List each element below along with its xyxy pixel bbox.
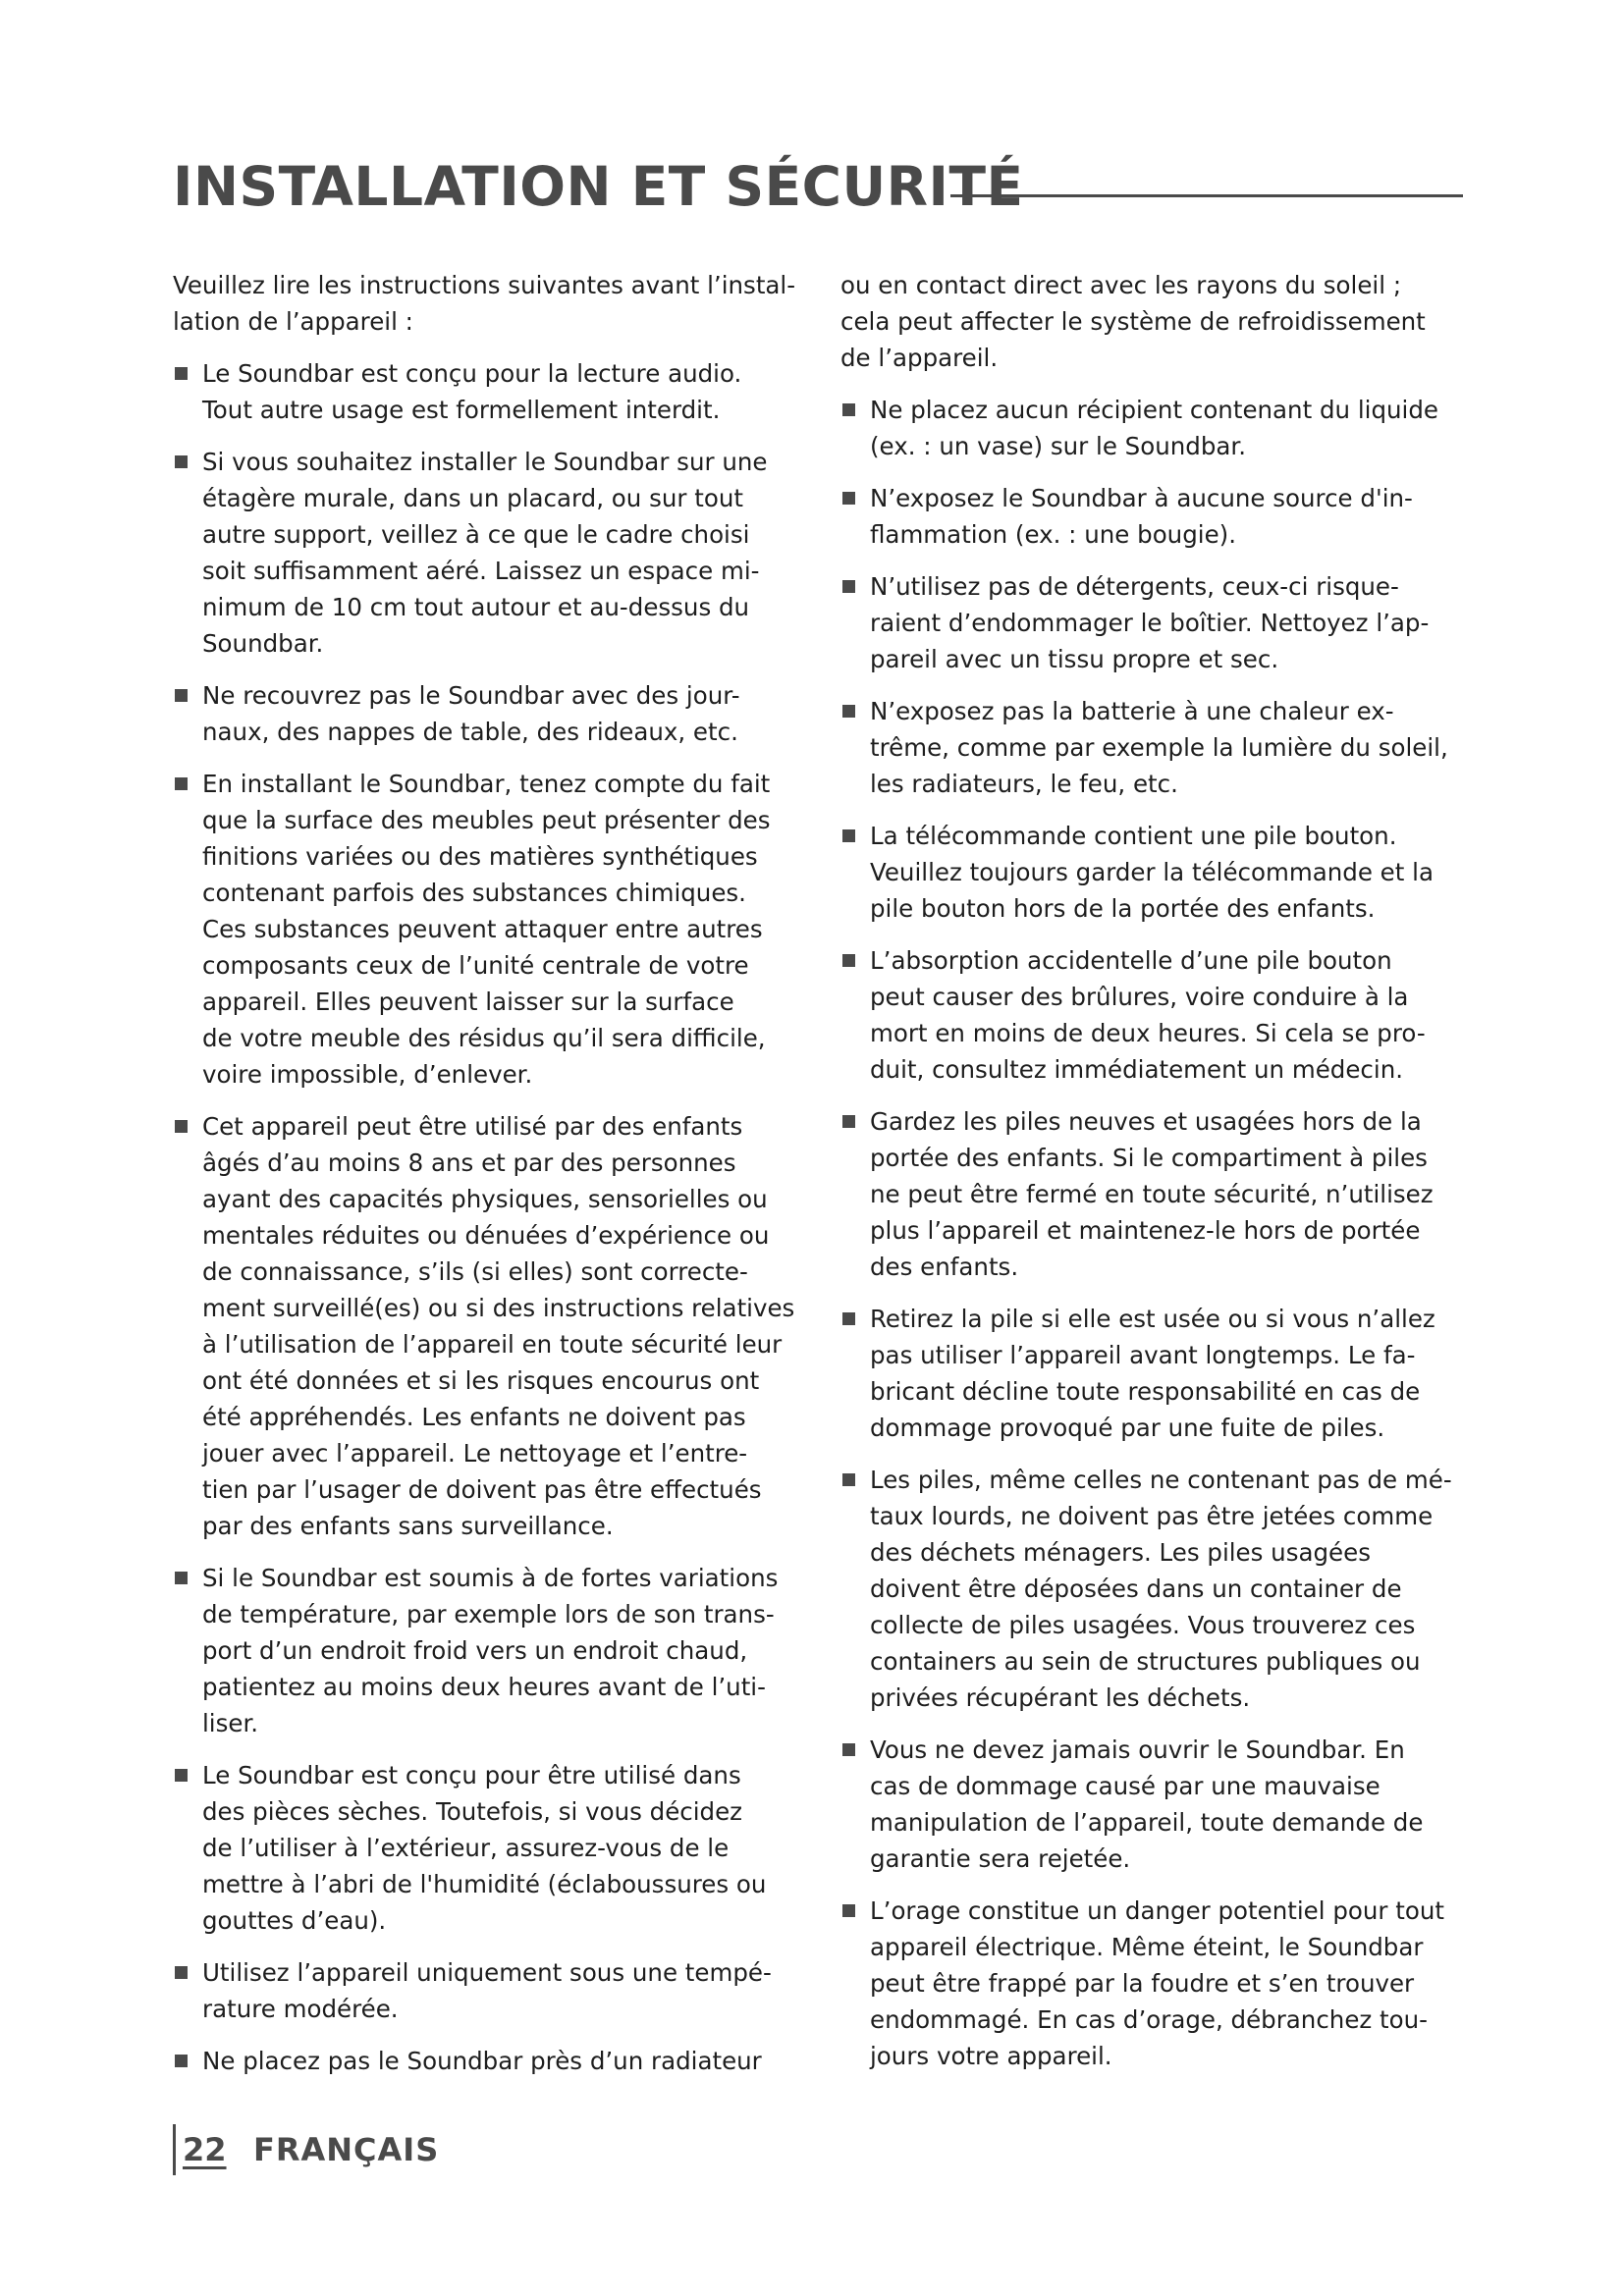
- square-bullet-icon: [175, 1120, 188, 1133]
- text-line: ment surveillé(es) ou si des instructions relatives: [202, 1294, 795, 1322]
- text-line: pareil avec un tissu propre et sec.: [870, 645, 1279, 673]
- text-line: L’orage constitue un danger potentiel pour tout: [870, 1896, 1444, 1925]
- title-rule: [950, 194, 1463, 197]
- page-language: FRANÇAIS: [253, 2131, 440, 2168]
- safety-instruction-item: [840, 1301, 1489, 1446]
- safety-instruction-item: [173, 1560, 821, 1741]
- text-line: liser.: [202, 1709, 259, 1737]
- safety-instruction-item: [840, 568, 1489, 677]
- safety-instruction-item: [173, 2043, 821, 2079]
- square-bullet-icon: [842, 492, 855, 505]
- text-line: Si le Soundbar est soumis à de fortes variations: [202, 1564, 779, 1592]
- page-number: 22: [183, 2131, 227, 2168]
- square-bullet-icon: [175, 455, 188, 468]
- text-line: Retirez la pile si elle est usée ou si vous n’allez: [870, 1305, 1435, 1333]
- text-line: tien par l’usager de doivent pas être effectués: [202, 1475, 762, 1504]
- text-line: garantie sera rejetée.: [870, 1844, 1131, 1873]
- text-line: appareil électrique. Même éteint, le Soundbar: [870, 1933, 1424, 1961]
- text-line: collecte de piles usagées. Vous trouverez ces: [870, 1611, 1416, 1639]
- text-line: cela peut affecter le système de refroidissement: [840, 307, 1426, 336]
- text-line: manipulation de l’appareil, toute demande de: [870, 1808, 1424, 1837]
- safety-instruction-item: [840, 1732, 1489, 1877]
- square-bullet-icon: [842, 1743, 855, 1756]
- text-line: composants ceux de l’unité centrale de votre: [202, 951, 749, 980]
- text-line: (ex. : un vase) sur le Soundbar.: [870, 432, 1247, 460]
- text-line: flammation (ex. : une bougie).: [870, 520, 1236, 549]
- text-line: N’exposez pas la batterie à une chaleur ex-: [870, 697, 1394, 725]
- text-line: taux lourds, ne doivent pas être jetées comme: [870, 1502, 1434, 1530]
- left-column: [173, 267, 821, 2095]
- text-line: appareil. Elles peuvent laisser sur la surface: [202, 988, 734, 1016]
- square-bullet-icon: [175, 2055, 188, 2067]
- square-bullet-icon: [175, 1572, 188, 1584]
- text-line: Le Soundbar est conçu pour être utilisé dans: [202, 1761, 741, 1789]
- text-line: rature modérée.: [202, 1995, 399, 2023]
- text-line: ont été données et si les risques encourus ont: [202, 1366, 760, 1395]
- text-line: à l’utilisation de l’appareil en toute sécurité leur: [202, 1330, 783, 1359]
- text-line: Gardez les piles neuves et usagées hors de la: [870, 1107, 1422, 1136]
- text-line: duit, consultez immédiatement un médecin.: [870, 1055, 1404, 1084]
- text-line: peut être frappé par la foudre et s’en trouver: [870, 1969, 1415, 1998]
- text-line: soit suffisamment aéré. Laissez un espace mi-: [202, 557, 760, 585]
- safety-instruction-item: [840, 392, 1489, 464]
- text-line: containers au sein de structures publiques ou: [870, 1647, 1421, 1676]
- footer-bar: [173, 2124, 176, 2175]
- text-line: lation de l’appareil :: [173, 307, 413, 336]
- text-line: Tout autre usage est formellement interdit.: [202, 396, 721, 424]
- text-line: Soundbar.: [202, 629, 324, 658]
- text-line: Veuillez toujours garder la télécommande et la: [870, 858, 1434, 886]
- safety-instruction-item: [840, 818, 1489, 927]
- text-line: Ne placez pas le Soundbar près d’un radiateur: [202, 2047, 762, 2075]
- text-line: N’exposez le Soundbar à aucune source d'in-: [870, 484, 1413, 512]
- text-line: patientez au moins deux heures avant de l’uti-: [202, 1673, 766, 1701]
- text-line: dommage provoqué par une fuite de piles.: [870, 1414, 1385, 1442]
- text-line: des pièces sèches. Toutefois, si vous décidez: [202, 1797, 743, 1826]
- text-line: que la surface des meubles peut présenter des: [202, 806, 771, 834]
- text-line: gouttes d’eau).: [202, 1906, 387, 1935]
- text-line: doivent être déposées dans un container de: [870, 1575, 1402, 1603]
- text-line: par des enfants sans surveillance.: [202, 1512, 614, 1540]
- text-line: mort en moins de deux heures. Si cela se pro-: [870, 1019, 1426, 1047]
- safety-instruction-item: [840, 1462, 1489, 1716]
- safety-instruction-item: [173, 1954, 821, 2027]
- text-line: ayant des capacités physiques, sensorielles ou: [202, 1185, 768, 1213]
- text-line: Les piles, même celles ne contenant pas de mé-: [870, 1466, 1452, 1494]
- text-line: Utilisez l’appareil uniquement sous une tempé-: [202, 1958, 772, 1987]
- text-line: jours votre appareil.: [870, 2042, 1112, 2070]
- text-line: contenant parfois des substances chimiques.: [202, 879, 746, 907]
- continued-paragraph: [840, 267, 1489, 376]
- square-bullet-icon: [842, 1312, 855, 1325]
- safety-instruction-item: [173, 1108, 821, 1544]
- text-line: En installant le Soundbar, tenez compte du fait: [202, 770, 771, 798]
- page-title: INSTALLATION ET SÉCURITÉ: [173, 155, 1024, 218]
- text-line: cas de dommage causé par une mauvaise: [870, 1772, 1380, 1800]
- square-bullet-icon: [842, 580, 855, 593]
- square-bullet-icon: [175, 367, 188, 380]
- text-line: endommagé. En cas d’orage, débranchez tou-: [870, 2005, 1429, 2034]
- text-line: âgés d’au moins 8 ans et par des personnes: [202, 1148, 736, 1177]
- safety-instruction-item: [840, 1893, 1489, 2074]
- text-line: ou en contact direct avec les rayons du soleil ;: [840, 271, 1402, 299]
- square-bullet-icon: [175, 1769, 188, 1782]
- text-line: de température, par exemple lors de son trans-: [202, 1600, 775, 1629]
- text-line: de votre meuble des résidus qu’il sera difficile,: [202, 1024, 766, 1052]
- text-line: nimum de 10 cm tout autour et au-dessus du: [202, 593, 750, 621]
- text-line: été appréhendés. Les enfants ne doivent pas: [202, 1403, 746, 1431]
- safety-instruction-item: [173, 677, 821, 750]
- text-line: pile bouton hors de la portée des enfants.: [870, 894, 1376, 923]
- right-column: [840, 267, 1489, 2090]
- safety-instruction-item: [173, 1757, 821, 1939]
- text-line: Ne recouvrez pas le Soundbar avec des jour-: [202, 681, 740, 710]
- text-line: trême, comme par exemple la lumière du soleil,: [870, 733, 1448, 762]
- square-bullet-icon: [175, 777, 188, 790]
- safety-instruction-item: [840, 693, 1489, 802]
- text-line: ne peut être fermé en toute sécurité, n’utilisez: [870, 1180, 1434, 1208]
- text-line: portée des enfants. Si le compartiment à piles: [870, 1144, 1428, 1172]
- intro-paragraph: [173, 267, 821, 340]
- square-bullet-icon: [842, 705, 855, 718]
- safety-instruction-item: [173, 355, 821, 428]
- text-line: étagère murale, dans un placard, ou sur tout: [202, 484, 743, 512]
- text-line: L’absorption accidentelle d’une pile bouton: [870, 946, 1392, 975]
- text-line: Le Soundbar est conçu pour la lecture audio.: [202, 359, 742, 388]
- text-line: mentales réduites ou dénuées d’expérience ou: [202, 1221, 770, 1250]
- text-line: finitions variées ou des matières synthétiques: [202, 842, 758, 871]
- square-bullet-icon: [842, 1473, 855, 1486]
- text-line: les radiateurs, le feu, etc.: [870, 770, 1178, 798]
- text-line: Cet appareil peut être utilisé par des enfants: [202, 1112, 743, 1141]
- text-line: autre support, veillez à ce que le cadre choisi: [202, 520, 750, 549]
- text-line: de connaissance, s’ils (si elles) sont correcte-: [202, 1257, 748, 1286]
- text-line: plus l’appareil et maintenez-le hors de portée: [870, 1216, 1421, 1245]
- text-line: mettre à l’abri de l'humidité (éclaboussures ou: [202, 1870, 767, 1898]
- text-line: Veuillez lire les instructions suivantes avant l’instal-: [173, 271, 796, 299]
- text-line: peut causer des brûlures, voire conduire à la: [870, 983, 1409, 1011]
- safety-instruction-item: [173, 444, 821, 662]
- text-line: privées récupérant les déchets.: [870, 1683, 1251, 1712]
- text-line: bricant décline toute responsabilité en cas de: [870, 1377, 1421, 1406]
- text-line: de l’appareil.: [840, 344, 999, 372]
- text-line: Ces substances peuvent attaquer entre autres: [202, 915, 763, 943]
- text-line: raient d’endommager le boîtier. Nettoyez l’ap-: [870, 609, 1430, 637]
- text-line: port d’un endroit froid vers un endroit chaud,: [202, 1636, 748, 1665]
- safety-instruction-item: [840, 1103, 1489, 1285]
- text-line: La télécommande contient une pile bouton.: [870, 822, 1397, 850]
- text-line: Si vous souhaitez installer le Soundbar sur une: [202, 448, 768, 476]
- text-line: de l’utiliser à l’extérieur, assurez-vous de le: [202, 1834, 730, 1862]
- safety-instruction-item: [840, 942, 1489, 1088]
- square-bullet-icon: [175, 1966, 188, 1979]
- text-line: des enfants.: [870, 1253, 1019, 1281]
- safety-instruction-item: [173, 766, 821, 1093]
- text-line: Ne placez aucun récipient contenant du liquide: [870, 396, 1438, 424]
- square-bullet-icon: [842, 403, 855, 416]
- text-line: naux, des nappes de table, des rideaux, etc.: [202, 718, 738, 746]
- text-line: des déchets ménagers. Les piles usagées: [870, 1538, 1371, 1567]
- text-line: jouer avec l’appareil. Le nettoyage et l’entre-: [202, 1439, 748, 1468]
- text-line: pas utiliser l’appareil avant longtemps. Le fa-: [870, 1341, 1416, 1369]
- text-line: N’utilisez pas de détergents, ceux-ci risque-: [870, 572, 1399, 601]
- text-line: voire impossible, d’enlever.: [202, 1060, 533, 1089]
- text-line: Vous ne devez jamais ouvrir le Soundbar. En: [870, 1735, 1405, 1764]
- square-bullet-icon: [842, 954, 855, 967]
- square-bullet-icon: [842, 1115, 855, 1128]
- square-bullet-icon: [842, 1904, 855, 1917]
- square-bullet-icon: [842, 829, 855, 842]
- safety-instruction-item: [840, 480, 1489, 553]
- square-bullet-icon: [175, 689, 188, 702]
